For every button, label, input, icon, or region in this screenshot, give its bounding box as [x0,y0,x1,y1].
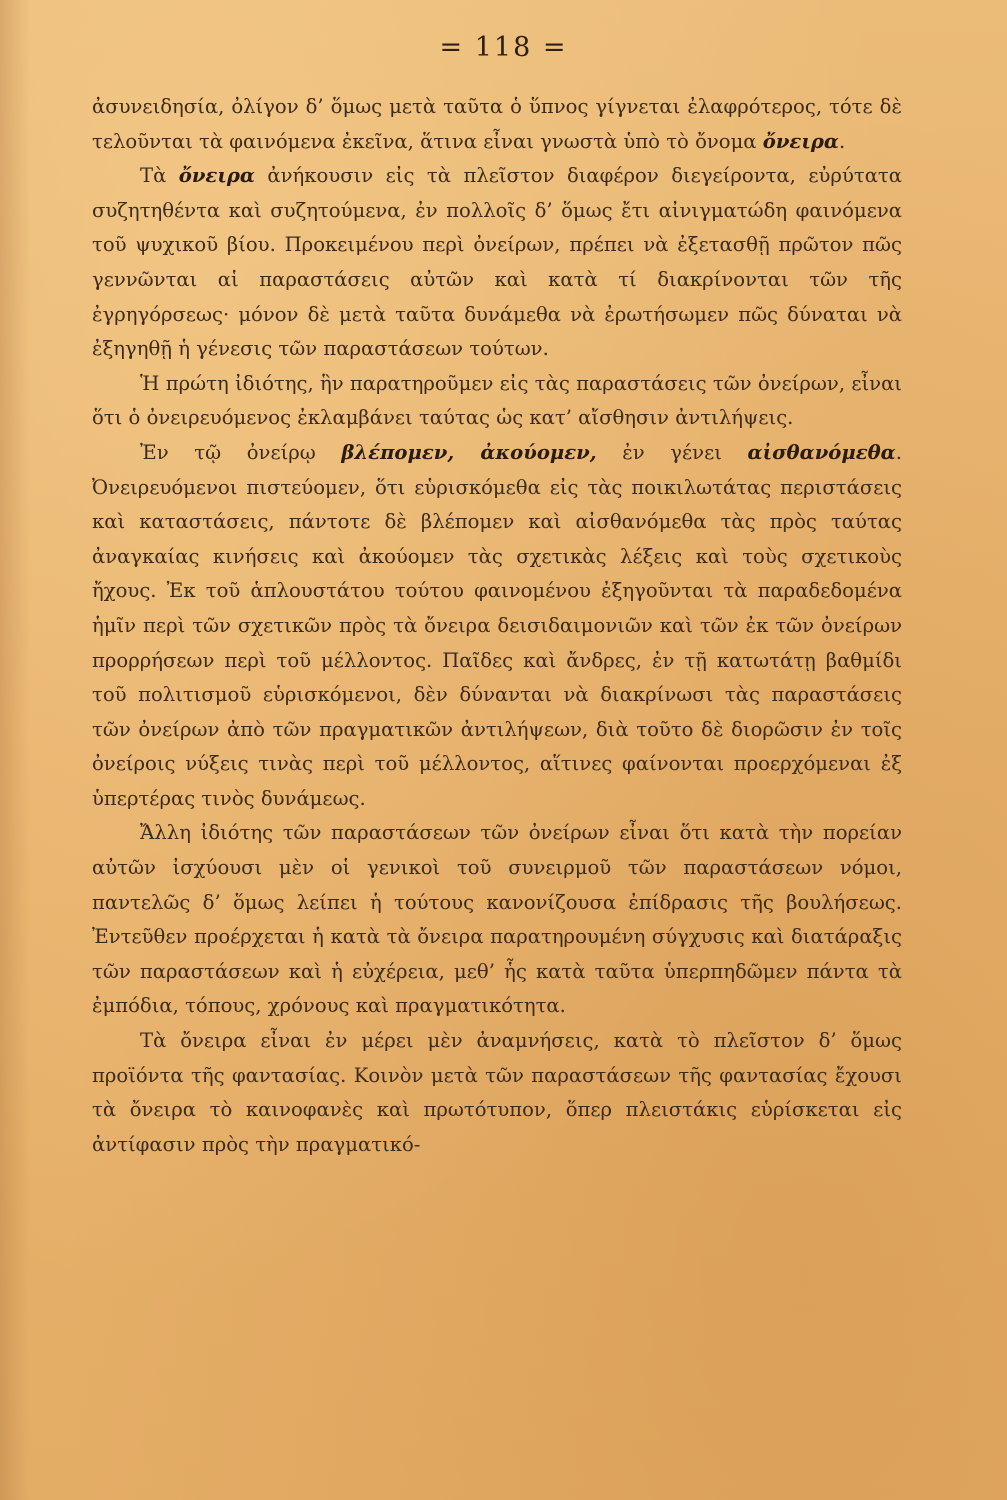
text-segment: Ἡ πρώτη ἰδιότης, ἣν παρατηροῦμεν εἰς τὰς παραστάσεις τῶν ὀνείρων, εἶναι ὅτι ὁ ὀνειρευόμενος ἐκλαμβάνει ταύτας ὡς κατ’ αἴσθησιν ἀντιλήψεις. [92,371,902,430]
paragraph [92,436,902,817]
emphasized-term: ὄνειρα [762,129,839,153]
text-segment: Ἐν τῷ ὀνείρῳ [140,440,342,464]
paragraph [92,90,902,159]
text-segment: Τὰ [140,164,179,188]
text-segment: Τὰ ὄνειρα εἶναι ἐν μέρει μὲν ἀναμνήσεις, κατὰ τὸ πλεῖστον δ’ ὅμως προϊόντα τῆς φαντασίας. Κοινὸν μετὰ τῶν παραστάσεων τῆς φαντασίας ἔχουσι τὰ ὄνειρα τὸ καινοφανὲς καὶ πρωτότυπον, ὅπερ πλειστάκις εὑρίσκεται εἰς ἀντίφασιν πρὸς τὴν πραγματικό- [92,1029,902,1156]
paragraph [92,816,902,1024]
body-text [92,90,902,1162]
text-segment: . Ὀνειρευόμενοι πιστεύομεν, ὅτι εὑρισκόμεθα εἰς τὰς ποικιλωτάτας περιστάσεις καὶ καταστάσεις, πάντοτε δὲ βλέπομεν καὶ αἰσθανόμεθα τὰς πρὸς ταύτας ἀναγκαίας κινήσεις καὶ ἀκούομεν τὰς σχετικὰς λέξεις καὶ τοὺς σχετικοὺς ἤχους. Ἐκ τοῦ ἁπλουστάτου τούτου φαινομένου ἐξηγοῦνται τὰ παραδεδομένα ἡμῖν περὶ τῶν σχετικῶν πρὸς τὰ ὄνειρα δεισιδαιμονιῶν καὶ τῶν ἐκ τῶν ὀνείρων προρρήσεων περὶ τοῦ μέλλοντος. Παῖδες καὶ ἄνδρες, ἐν τῇ κατωτάτῃ βαθμίδι τοῦ πολιτισμοῦ εὑρισκόμενοι, δὲν δύνανται νὰ διακρίνωσι τὰς παραστάσεις τῶν ὀνείρων ἀπὸ τῶν πραγματικῶν ἀντιλήψεων, διὰ τοῦτο δὲ διορῶσιν ἐν τοῖς ὀνείροις νύξεις τινὰς περὶ τοῦ μέλλοντος, αἵτινες φαίνονται προερχόμεναι ἐξ ὑπερτέρας τινὸς δυνάμεως. [92,440,902,810]
paragraph [92,367,902,436]
emphasized-term: αἰσθανόμεθα [747,440,896,464]
page-edge-shadow [0,0,30,1500]
text-segment: . [838,129,846,153]
text-segment: ἀσυνειδησία, ὀλίγον δ’ ὅμως μετὰ ταῦτα ὁ ὕπνος γίγνεται ἐλαφρότερος, τότε δὲ τελοῦνται τὰ φαινόμενα ἐκεῖνα, ἅτινα εἶναι γνωστὰ ὑπὸ τὸ ὄνομα [92,95,902,153]
text-segment: ἐν γένει [596,440,748,464]
text-segment: Ἄλλη ἰδιότης τῶν παραστάσεων τῶν ὀνείρων εἶναι ὅτι κατὰ τὴν πορείαν αὐτῶν ἰσχύουσι μὲν οἱ γενικοὶ τοῦ συνειρμοῦ τῶν παραστάσεων νόμοι, παντελῶς δ’ ὅμως λείπει ἡ τούτους κανονίζουσα ἐπίδρασις τῆς βουλήσεως. Ἐντεῦθεν προέρχεται ἡ κατὰ τὰ ὄνειρα παρατηρουμένη σύγχυσις καὶ διατάραξις τῶν παραστάσεων καὶ ἡ εὐχέρεια, μεθ’ ἧς κατὰ ταῦτα ὑπερπηδῶμεν πάντα τὰ ἐμπόδια, τόπους, χρόνους καὶ πραγματικότητα. [92,821,902,1018]
emphasized-term: βλέπομεν, ἀκούομεν, [341,440,597,464]
paragraph [92,159,902,367]
text-segment: ἀνήκουσιν εἰς τὰ πλεῖστον διαφέρον διεγείροντα, εὐρύτατα συζητηθέντα καὶ συζητούμενα, ἐν πολλοῖς δ’ ὅμως ἔτι αἰνιγματώδη φαινόμενα τοῦ ψυχικοῦ βίου. Προκειμένου περὶ ὀνείρων, πρέπει νὰ ἐξετασθῇ πρῶτον πῶς γεννῶνται αἱ παραστάσεις αὐτῶν καὶ κατὰ τί διακρίνονται τῶν τῆς ἐγρηγόρσεως· μόνον δὲ μετὰ ταῦτα δυνάμεθα νὰ ἐρωτήσωμεν πῶς δύναται νὰ ἐξηγηθῇ ἡ γένεσις τῶν παραστάσεων τούτων. [92,164,902,361]
page-number: = 118 = [439,32,568,63]
emphasized-term: ὄνειρα [178,164,255,188]
paragraph [92,1024,902,1162]
